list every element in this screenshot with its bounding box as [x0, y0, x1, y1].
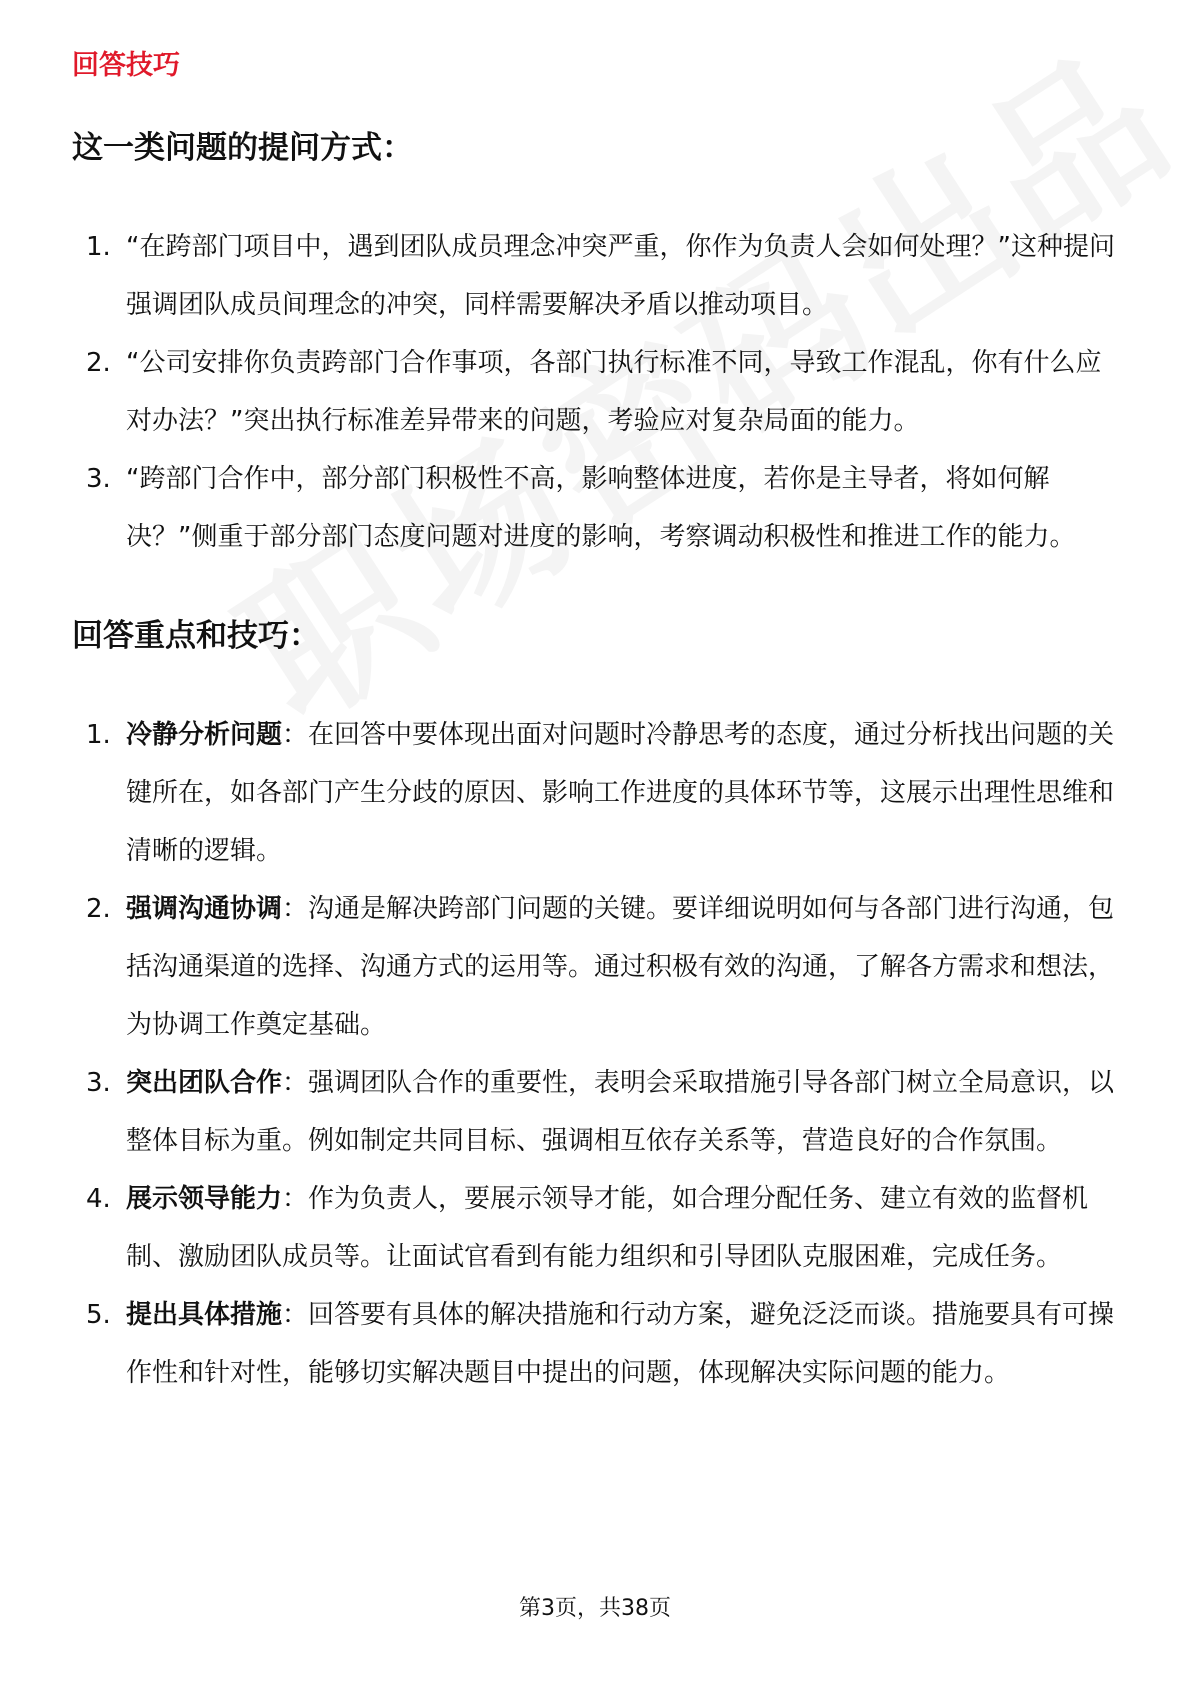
tip-separator: ：	[282, 894, 309, 924]
tip-keyword: 展示领导能力	[126, 1184, 283, 1214]
tip-keyword: 突出团队合作	[126, 1068, 283, 1098]
list-text: 回答要有具体的解决措施和行动方案，避免泛泛而谈。措施要具有可操作性和针对性，能够切实解决题目中提出的问题，体现解决实际问题的能力。	[126, 1300, 1115, 1388]
questions-heading: 这一类问题的提问方式：	[72, 130, 413, 166]
list-number: 3.	[86, 1068, 111, 1098]
tip-separator: ：	[282, 720, 309, 750]
list-item	[72, 218, 1122, 334]
tip-keyword: 强调沟通协调	[126, 894, 283, 924]
tips-list	[72, 706, 1122, 1402]
list-number: 1.	[86, 232, 111, 262]
tip-keyword: 提出具体措施	[126, 1300, 283, 1330]
list-item	[72, 334, 1122, 450]
tip-separator: ：	[282, 1184, 309, 1214]
list-text: “公司安排你负责跨部门合作事项，各部门执行标准不同，导致工作混乱，你有什么应对办法？”突出执行标准差异带来的问题，考验应对复杂局面的能力。	[126, 348, 1102, 436]
list-text: “跨部门合作中，部分部门积极性不高，影响整体进度，若你是主导者，将如何解决？”侧重于部分部门态度问题对进度的影响，考察调动积极性和推进工作的能力。	[126, 464, 1076, 552]
list-number: 3.	[86, 464, 111, 494]
list-item	[72, 1286, 1122, 1402]
page-content	[72, 46, 1122, 1402]
list-item	[72, 450, 1122, 566]
list-number: 4.	[86, 1184, 111, 1214]
list-text: “在跨部门项目中，遇到团队成员理念冲突严重，你作为负责人会如何处理？”这种提问强调团队成员间理念的冲突，同样需要解决矛盾以推动项目。	[126, 232, 1115, 320]
list-item	[72, 1170, 1122, 1286]
tip-keyword: 冷静分析问题	[126, 720, 283, 750]
page-footer: 第3页，共38页	[519, 1596, 671, 1621]
questions-list	[72, 218, 1122, 566]
list-number: 2.	[86, 348, 111, 378]
tip-separator: ：	[282, 1300, 309, 1330]
list-text: 沟通是解决跨部门问题的关键。要详细说明如何与各部门进行沟通，包括沟通渠道的选择、沟通方式的运用等。通过积极有效的沟通，了解各方需求和想法，为协调工作奠定基础。	[126, 894, 1115, 1040]
list-text: 作为负责人，要展示领导才能，如合理分配任务、建立有效的监督机制、激励团队成员等。让面试官看到有能力组织和引导团队克服困难，完成任务。	[126, 1184, 1089, 1272]
list-item	[72, 1054, 1122, 1170]
tips-heading: 回答重点和技巧：	[72, 618, 320, 654]
list-number: 5.	[86, 1300, 111, 1330]
list-item	[72, 880, 1122, 1054]
list-number: 2.	[86, 894, 111, 924]
section-label: 回答技巧	[72, 50, 180, 81]
tip-separator: ：	[282, 1068, 309, 1098]
list-text: 在回答中要体现出面对问题时冷静思考的态度，通过分析找出问题的关键所在，如各部门产生分歧的原因、影响工作进度的具体环节等，这展示出理性思维和清晰的逻辑。	[126, 720, 1115, 866]
list-text: 强调团队合作的重要性，表明会采取措施引导各部门树立全局意识，以整体目标为重。例如制定共同目标、强调相互依存关系等，营造良好的合作氛围。	[126, 1068, 1115, 1156]
list-number: 1.	[86, 720, 111, 750]
list-item	[72, 706, 1122, 880]
